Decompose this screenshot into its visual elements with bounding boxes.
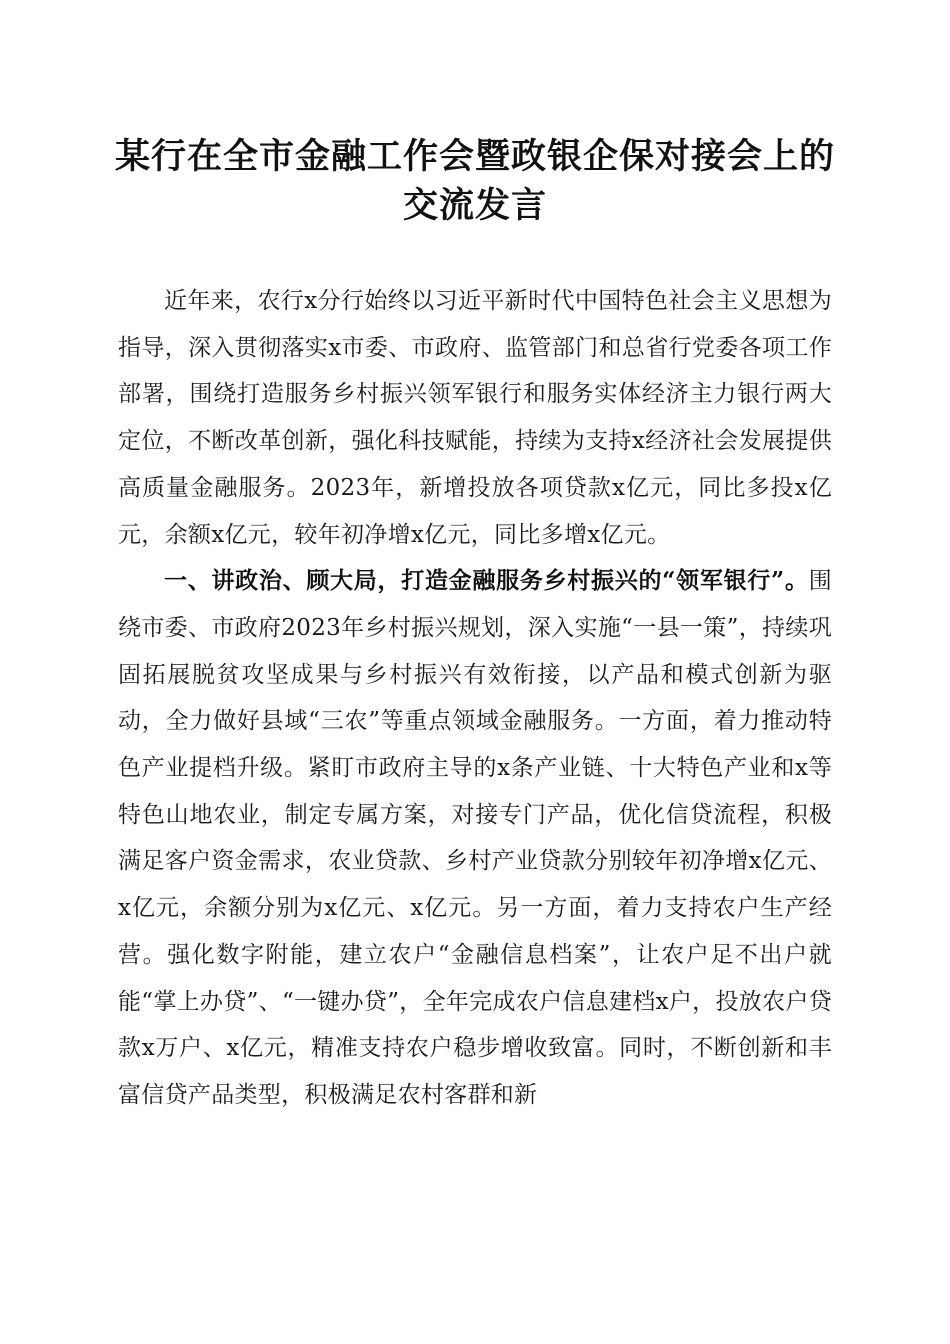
document-title xyxy=(100,132,850,230)
section-1-paragraph xyxy=(118,558,832,1118)
section-1-body: 围绕市委、市政府2023年乡村振兴规划，深入实施“一县一策”，持续巩固拓展脱贫攻坚成果与乡村振兴有效衔接，以产品和模式创新为驱动，全力做好县域“三农”等重点领域金融服务。一方面，着力推动特色产业提档升级。紧盯市政府主导的x条产业链、十大特色产业和x等特色山地农业，制定专属方案，对接专门产品，优化信贷流程，积极满足客户资金需求，农业贷款、乡村产业贷款分别较年初净增x亿元、x亿元，余额分别为x亿元、x亿元。另一方面，着力支持农户生产经营。强化数字附能，建立农户“金融信息档案”，让农户足不出户就能“掌上办贷”、“一键办贷”，全年完成农户信息建档x户，投放农户贷款x万户、x亿元，精准支持农户稳步增收致富。同时，不断创新和丰富信贷产品类型，积极满足农村客群和新 xyxy=(118,568,832,1108)
title-line-2: 交流发言 xyxy=(402,185,547,226)
section-1-heading: 一、讲政治、顾大局，打造金融服务乡村振兴的“领军银行”。 xyxy=(164,567,809,595)
title-line-1: 某行在全市金融工作会暨政银企保对接会上的 xyxy=(114,136,835,177)
intro-paragraph: 近年来，农行x分行始终以习近平新时代中国特色社会主义思想为指导，深入贯彻落实x市委、市政府、监管部门和总省行党委各项工作部署，围绕打造服务乡村振兴领军银行和服务实体经济主力银行两大定位，不断改革创新，强化科技赋能，持续为支持x经济社会发展提供高质量金融服务。2023年，新增投放各项贷款x亿元，同比多投x亿元，余额x亿元，较年初净增x亿元，同比多增x亿元。 xyxy=(118,288,832,548)
document-body xyxy=(118,278,832,1119)
